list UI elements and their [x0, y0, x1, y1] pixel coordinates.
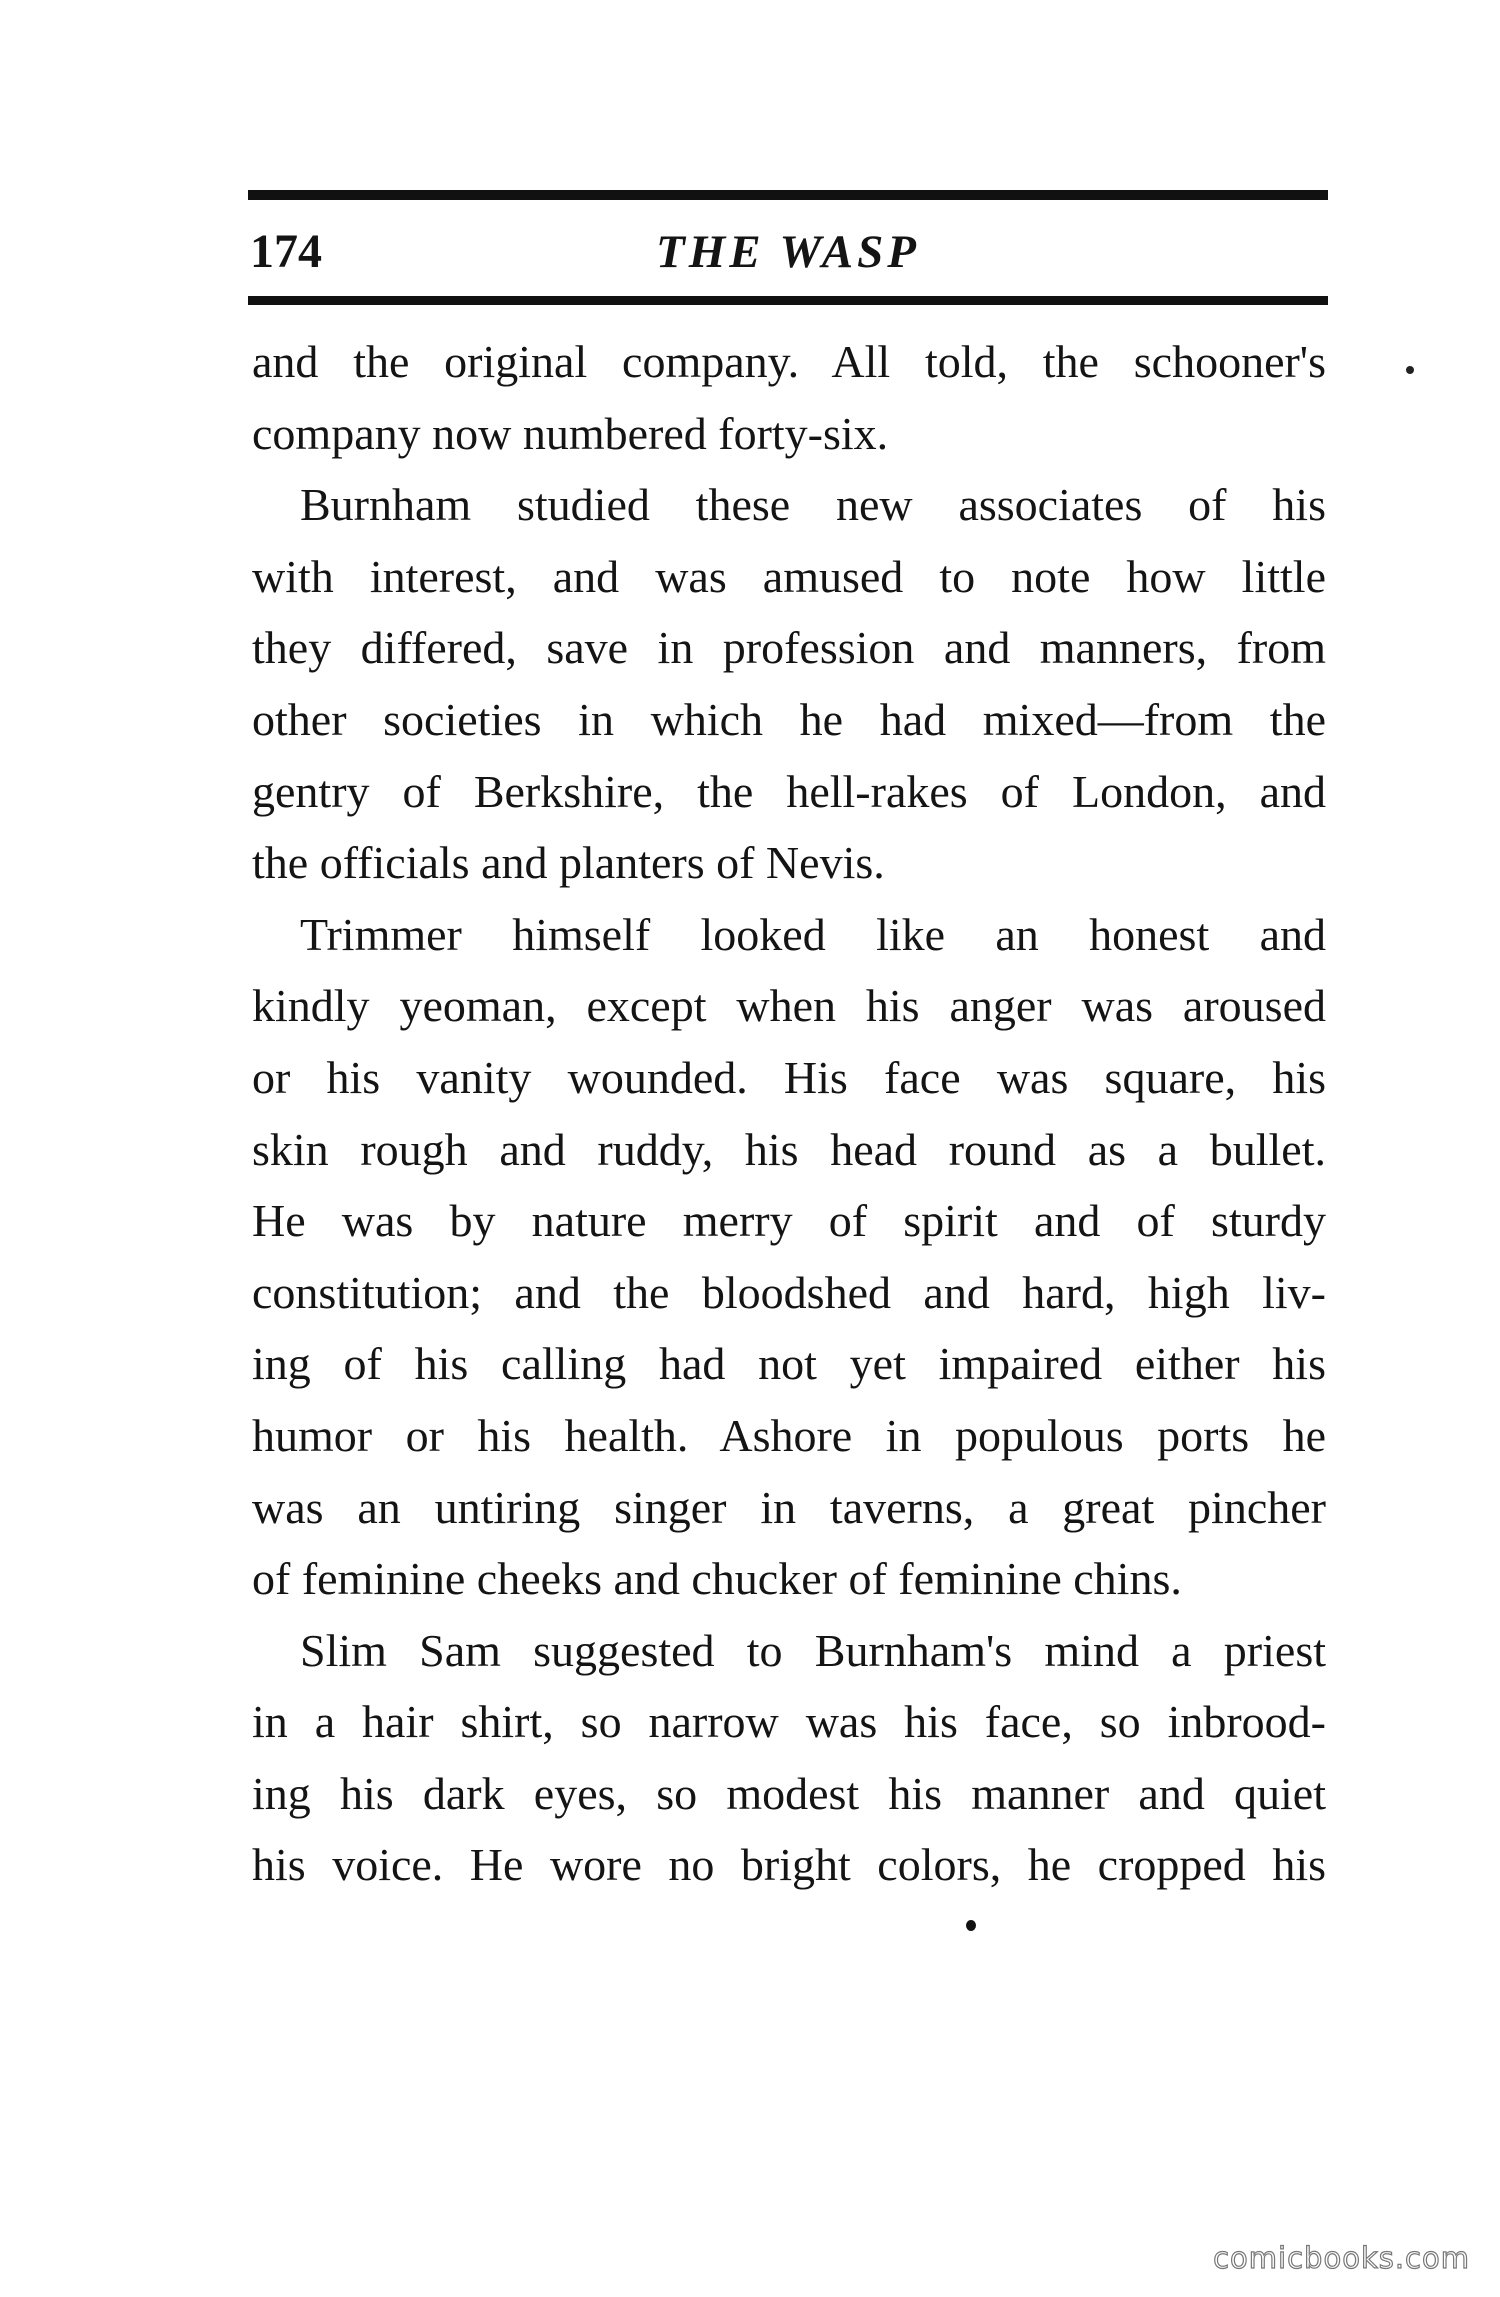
text-line: company now numbered forty-six. — [252, 407, 889, 459]
text-line: ing of his calling had not yet impaired either his — [252, 1338, 1326, 1390]
body-text — [252, 326, 1326, 1901]
text-line: Burnham studied these new associates of his — [300, 479, 1326, 531]
text-line: kindly yeoman, except when his anger was aroused — [252, 980, 1326, 1032]
top-rule — [248, 190, 1328, 200]
text-line: constitution; and the bloodshed and hard, high liv- — [252, 1266, 1326, 1318]
text-line: in a hair shirt, so narrow was his face, so inbrood- — [252, 1696, 1326, 1748]
stray-ink-mark — [1406, 366, 1414, 374]
text-line: humor or his health. Ashore in populous ports he — [252, 1409, 1326, 1461]
footer-dot — [966, 1920, 976, 1931]
text-line: his voice. He wore no bright colors, he cropped his — [252, 1839, 1326, 1891]
text-line: gentry of Berkshire, the hell-rakes of London, and — [252, 765, 1326, 817]
text-line: Trimmer himself looked like an honest and — [300, 908, 1326, 960]
text-line: or his vanity wounded. His face was square, his — [252, 1051, 1326, 1103]
text-line: He was by nature merry of spirit and of sturdy — [252, 1195, 1326, 1247]
text-line: the officials and planters of Nevis. — [252, 837, 885, 889]
text-line: skin rough and ruddy, his head round as a bullet. — [252, 1123, 1326, 1175]
text-line: and the original company. All told, the schooner's — [252, 336, 1326, 387]
text-line: Slim Sam suggested to Burnham's mind a priest — [300, 1624, 1326, 1676]
text-line: other societies in which he had mixed—from the — [252, 693, 1326, 745]
text-line: ing his dark eyes, so modest his manner and quiet — [252, 1767, 1326, 1819]
running-title: THE WASP — [655, 226, 921, 278]
text-line: they differed, save in profession and manners, from — [252, 622, 1326, 674]
header-underline-rule — [248, 296, 1328, 305]
text-line: with interest, and was amused to note how little — [252, 550, 1326, 602]
watermark: comicbooks.com — [1213, 2241, 1470, 2275]
page-number: 174 — [250, 225, 322, 278]
text-line: was an untiring singer in taverns, a great pincher — [252, 1481, 1326, 1533]
text-line: of feminine cheeks and chucker of feminine chins. — [252, 1553, 1182, 1605]
running-head — [250, 222, 1326, 282]
